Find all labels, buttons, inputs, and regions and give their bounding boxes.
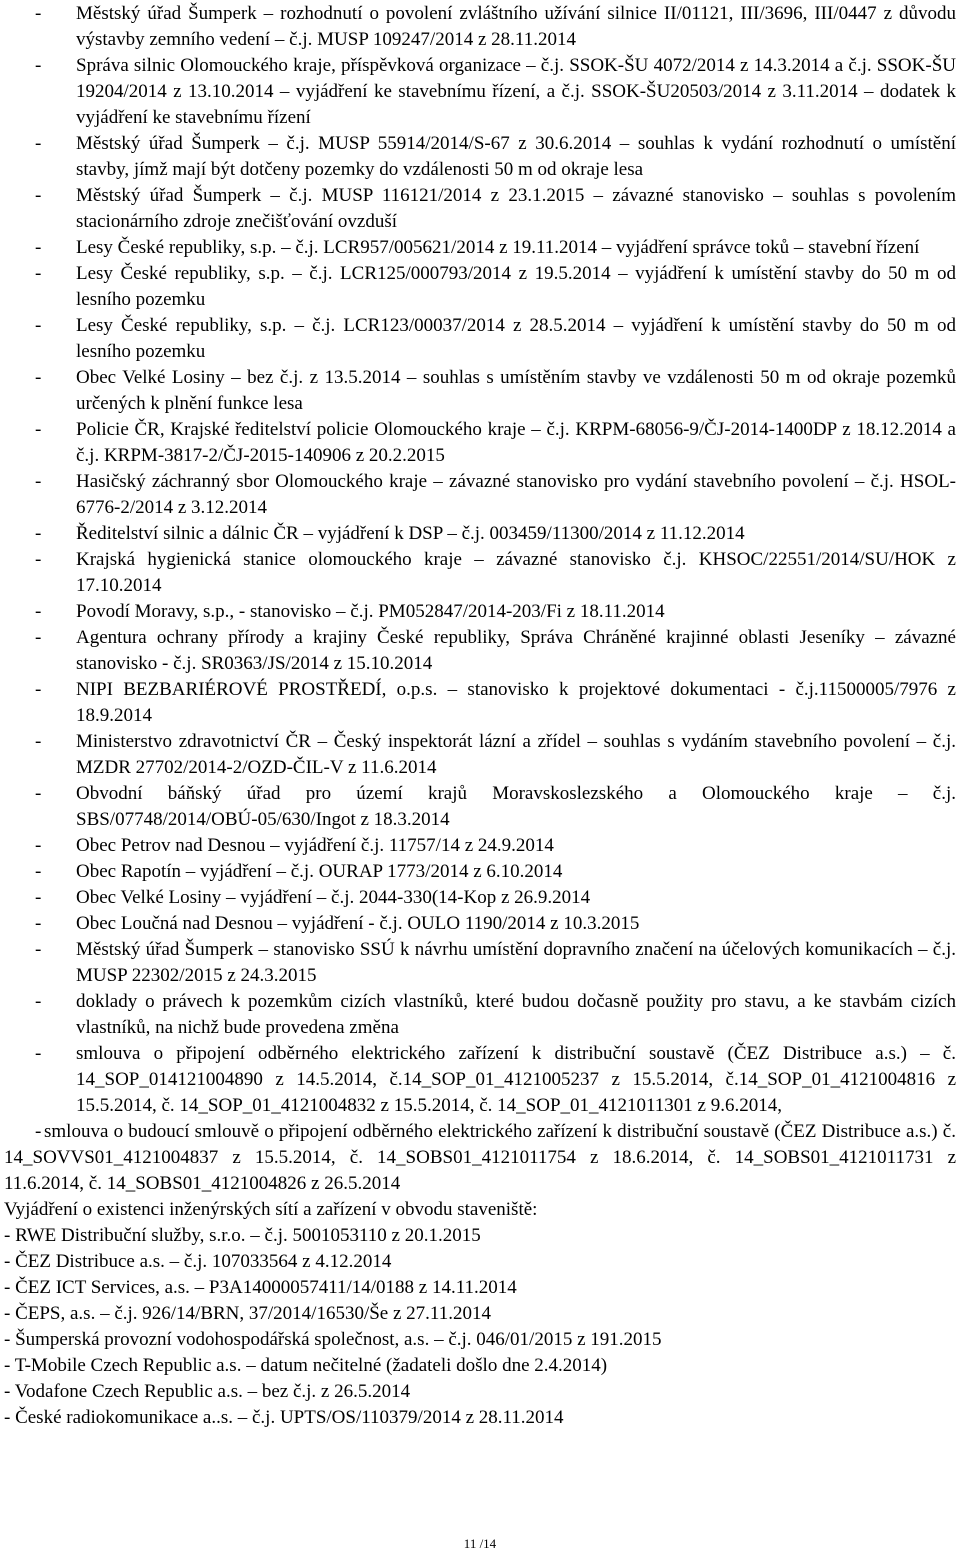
- list-dash: -: [35, 601, 42, 622]
- list-item-text: Ředitelství silnic a dálnic ČR – vyjádření k DSP – č.j. 003459/11300/2014 z 11.12.2014: [76, 523, 745, 544]
- list-item-text: Městský úřad Šumperk – stanovisko SSÚ k návrhu umístění dopravního značení na účelových komunikacích – č.j. MUSP 22302/2015 z 24.3.2015: [76, 939, 956, 986]
- list-item-text: Ministerstvo zdravotnictví ČR – Český inspektorát lázní a zřídel – souhlas s vydáním stavebního povolení – č.j. MZDR 27702/2014-2/OZD-ČIL-V z 11.6.2014: [76, 731, 956, 778]
- list-item-text: Lesy České republiky, s.p. – č.j. LCR123/00037/2014 z 28.5.2014 – vyjádření k umístění stavby do 50 m od lesního pozemku: [76, 315, 956, 362]
- network-item: - ČEZ Distribuce a.s. – č.j. 107033564 z 4.12.2014: [4, 1251, 392, 1272]
- network-list: [0, 1223, 960, 1431]
- list-item: [0, 469, 960, 521]
- list-dash: -: [35, 549, 42, 570]
- list-dash: -: [35, 627, 42, 648]
- list-item: [0, 521, 960, 547]
- list-dash: -: [35, 185, 42, 206]
- list-item-text: doklady o právech k pozemkům cizích vlastníků, které budou dočasně použity pro stavu, a ke stavbám cizích vlastníků, na nichž bude provedena změna: [76, 991, 956, 1038]
- list-dash: -: [35, 237, 42, 258]
- document-body: [0, 1, 960, 1431]
- list-dash: -: [35, 887, 42, 908]
- list-item: [0, 677, 960, 729]
- list-item: [0, 989, 960, 1041]
- list-dash: -: [35, 731, 42, 752]
- list-item: [0, 547, 960, 599]
- list-item-text: Agentura ochrany přírody a krajiny České republiky, Správa Chráněné krajinné oblasti Jeseníky – závazné stanovisko - č.j. SR0363/JS/2014 z 15.10.2014: [76, 627, 956, 674]
- list-item: [0, 261, 960, 313]
- network-item: - ČEZ ICT Services, a.s. – P3A14000057411/14/0188 z 14.11.2014: [4, 1277, 517, 1298]
- list-item-text: Městský úřad Šumperk – č.j. MUSP 55914/2014/S-67 z 30.6.2014 – souhlas k vydání rozhodnutí o umístění stavby, jímž mají být dotčeny pozemky do vzdálenosti 50 m od okraje lesa: [76, 133, 956, 180]
- list-item-text: Hasičský záchranný sbor Olomouckého kraje – závazné stanovisko pro vydání stavebního povolení – č.j. HSOL-6776-2/2014 z 3.12.2014: [76, 471, 956, 518]
- list-item-text: Lesy České republiky, s.p. – č.j. LCR125/000793/2014 z 19.5.2014 – vyjádření k umístění stavby do 50 m od lesního pozemku: [76, 263, 956, 310]
- network-item: - RWE Distribuční služby, s.r.o. – č.j. 5001053110 z 20.1.2015: [4, 1225, 481, 1246]
- network-item: - ČEPS, a.s. – č.j. 926/14/BRN, 37/2014/16530/Še z 27.11.2014: [4, 1303, 491, 1324]
- list-dash: -: [35, 861, 42, 882]
- list-item: [0, 1041, 960, 1119]
- list-item-text: Krajská hygienická stanice olomouckého kraje – závazné stanovisko č.j. KHSOC/22551/2014/SU/HOK z 17.10.2014: [76, 549, 956, 596]
- list-item-text: Obec Loučná nad Desnou – vyjádření - č.j. OULO 1190/2014 z 10.3.2015: [76, 913, 640, 934]
- list-item-text: Obvodní báňský úřad pro území krajů Moravskoslezského a Olomouckého kraje – č.j. SBS/07748/2014/OBÚ-05/630/Ingot z 18.3.2014: [76, 783, 956, 830]
- list-dash: -: [35, 783, 42, 804]
- list-item: [0, 833, 960, 859]
- list-item-text: Obec Petrov nad Desnou – vyjádření č.j. 11757/14 z 24.9.2014: [76, 835, 554, 856]
- list-item-text: Městský úřad Šumperk – rozhodnutí o povolení zvláštního užívání silnice II/01121, III/3696, III/0447 z důvodu výstavby zemního vedení – č.j. MUSP 109247/2014 z 28.11.2014: [76, 3, 956, 50]
- list-item: [0, 885, 960, 911]
- list-item: [0, 937, 960, 989]
- list-item: [0, 183, 960, 235]
- decision-list: [0, 1, 960, 1119]
- list-dash: -: [35, 55, 42, 76]
- list-item-text: Policie ČR, Krajské ředitelství policie Olomouckého kraje – č.j. KRPM-68056-9/ČJ-2014-1400DP z 18.12.2014 a č.j. KRPM-3817-2/ČJ-2015-140906 z 20.2.2015: [76, 419, 956, 466]
- list-dash: -: [35, 471, 42, 492]
- list-item: [0, 781, 960, 833]
- list-dash: -: [35, 939, 42, 960]
- list-item: [0, 1, 960, 53]
- network-item: - Šumperská provozní vodohospodářská společnost, a.s. – č.j. 046/01/2015 z 191.2015: [4, 1329, 662, 1350]
- list-item: [0, 365, 960, 417]
- list-item: [0, 313, 960, 365]
- list-dash: -: [35, 419, 42, 440]
- list-item-text: Obec Velké Losiny – bez č.j. z 13.5.2014 – souhlas s umístěním stavby ve vzdálenosti 50 m od okraje pozemků určených k plnění funkce lesa: [76, 367, 956, 414]
- page-number: 11 /14: [463, 1536, 497, 1551]
- list-dash: -: [35, 367, 42, 388]
- network-item: - T-Mobile Czech Republic a.s. – datum nečitelné (žadateli došlo dne 2.4.2014): [4, 1355, 608, 1376]
- list-item-text: Správa silnic Olomouckého kraje, příspěvková organizace – č.j. SSOK-ŠU 4072/2014 z 14.3.2014 a č.j. SSOK-ŠU 19204/2014 z 13.10.2014 – vyjádření ke stavebnímu řízení, a č.j. SSOK-ŠU20503/2014 z 3.11.2014 – dodatek k vyjádření ke stavebnímu řízení: [76, 55, 956, 128]
- list-dash: -: [35, 1121, 42, 1142]
- list-item: [0, 599, 960, 625]
- section-heading: Vyjádření o existenci inženýrských sítí a zařízení v obvodu staveniště:: [4, 1199, 538, 1220]
- list-item: [0, 911, 960, 937]
- list-item: [0, 53, 960, 131]
- list-item: [0, 729, 960, 781]
- list-item: [0, 417, 960, 469]
- list-dash: -: [35, 3, 42, 24]
- list-item-text: NIPI BEZBARIÉROVÉ PROSTŘEDÍ, o.p.s. – stanovisko k projektové dokumentaci - č.j.11500005/7976 z 18.9.2014: [76, 679, 956, 726]
- list-item-text: Povodí Moravy, s.p., - stanovisko – č.j. PM052847/2014-203/Fi z 18.11.2014: [76, 601, 665, 622]
- list-dash: -: [35, 263, 42, 284]
- continued-item-text: smlouva o budoucí smlouvě o připojení odběrného elektrického zařízení k distribuční soustavě (ČEZ Distribuce a.s.) č. 14_SOVVS01_4121004837 z 15.5.2014, č. 14_SOBS01_4121011754 z 18.6.2014, č. 14_SOBS01_4121011731 z 11.6.2014, č. 14_SOBS01_4121004826 z 26.5.2014: [4, 1121, 956, 1194]
- list-dash: -: [35, 835, 42, 856]
- list-item: [0, 235, 960, 261]
- list-dash: -: [35, 523, 42, 544]
- list-dash: -: [35, 991, 42, 1012]
- list-item-text: smlouva o připojení odběrného elektrického zařízení k distribuční soustavě (ČEZ Distribuce a.s.) – č. 14_SOP_014121004890 z 14.5.2014, č.14_SOP_01_4121005237 z 15.5.2014, č.14_SOP_01_4121004816 z 15.5.2014, č. 14_SOP_01_4121004832 z 15.5.2014, č. 14_SOP_01_4121011301 z 9.6.2014,: [76, 1043, 956, 1116]
- list-item: [0, 859, 960, 885]
- continued-list-item: [0, 1119, 960, 1197]
- list-item-text: Obec Rapotín – vyjádření – č.j. OURAP 1773/2014 z 6.10.2014: [76, 861, 563, 882]
- list-dash: -: [35, 913, 42, 934]
- network-item: - Vodafone Czech Republic a.s. – bez č.j. z 26.5.2014: [4, 1381, 411, 1402]
- list-item: [0, 625, 960, 677]
- list-item: [0, 131, 960, 183]
- network-item: - České radiokomunikace a..s. – č.j. UPTS/OS/110379/2014 z 28.11.2014: [4, 1407, 564, 1428]
- list-dash: -: [35, 133, 42, 154]
- list-dash: -: [35, 679, 42, 700]
- list-item-text: Obec Velké Losiny – vyjádření – č.j. 2044-330(14-Kop z 26.9.2014: [76, 887, 591, 908]
- list-item-text: Městský úřad Šumperk – č.j. MUSP 116121/2014 z 23.1.2015 – závazné stanovisko – souhlas s povolením stacionárního zdroje znečišťování ovzduší: [76, 185, 956, 232]
- list-dash: -: [35, 315, 42, 336]
- list-item-text: Lesy České republiky, s.p. – č.j. LCR957/005621/2014 z 19.11.2014 – vyjádření správce toků – stavební řízení: [76, 237, 920, 258]
- list-dash: -: [35, 1043, 42, 1064]
